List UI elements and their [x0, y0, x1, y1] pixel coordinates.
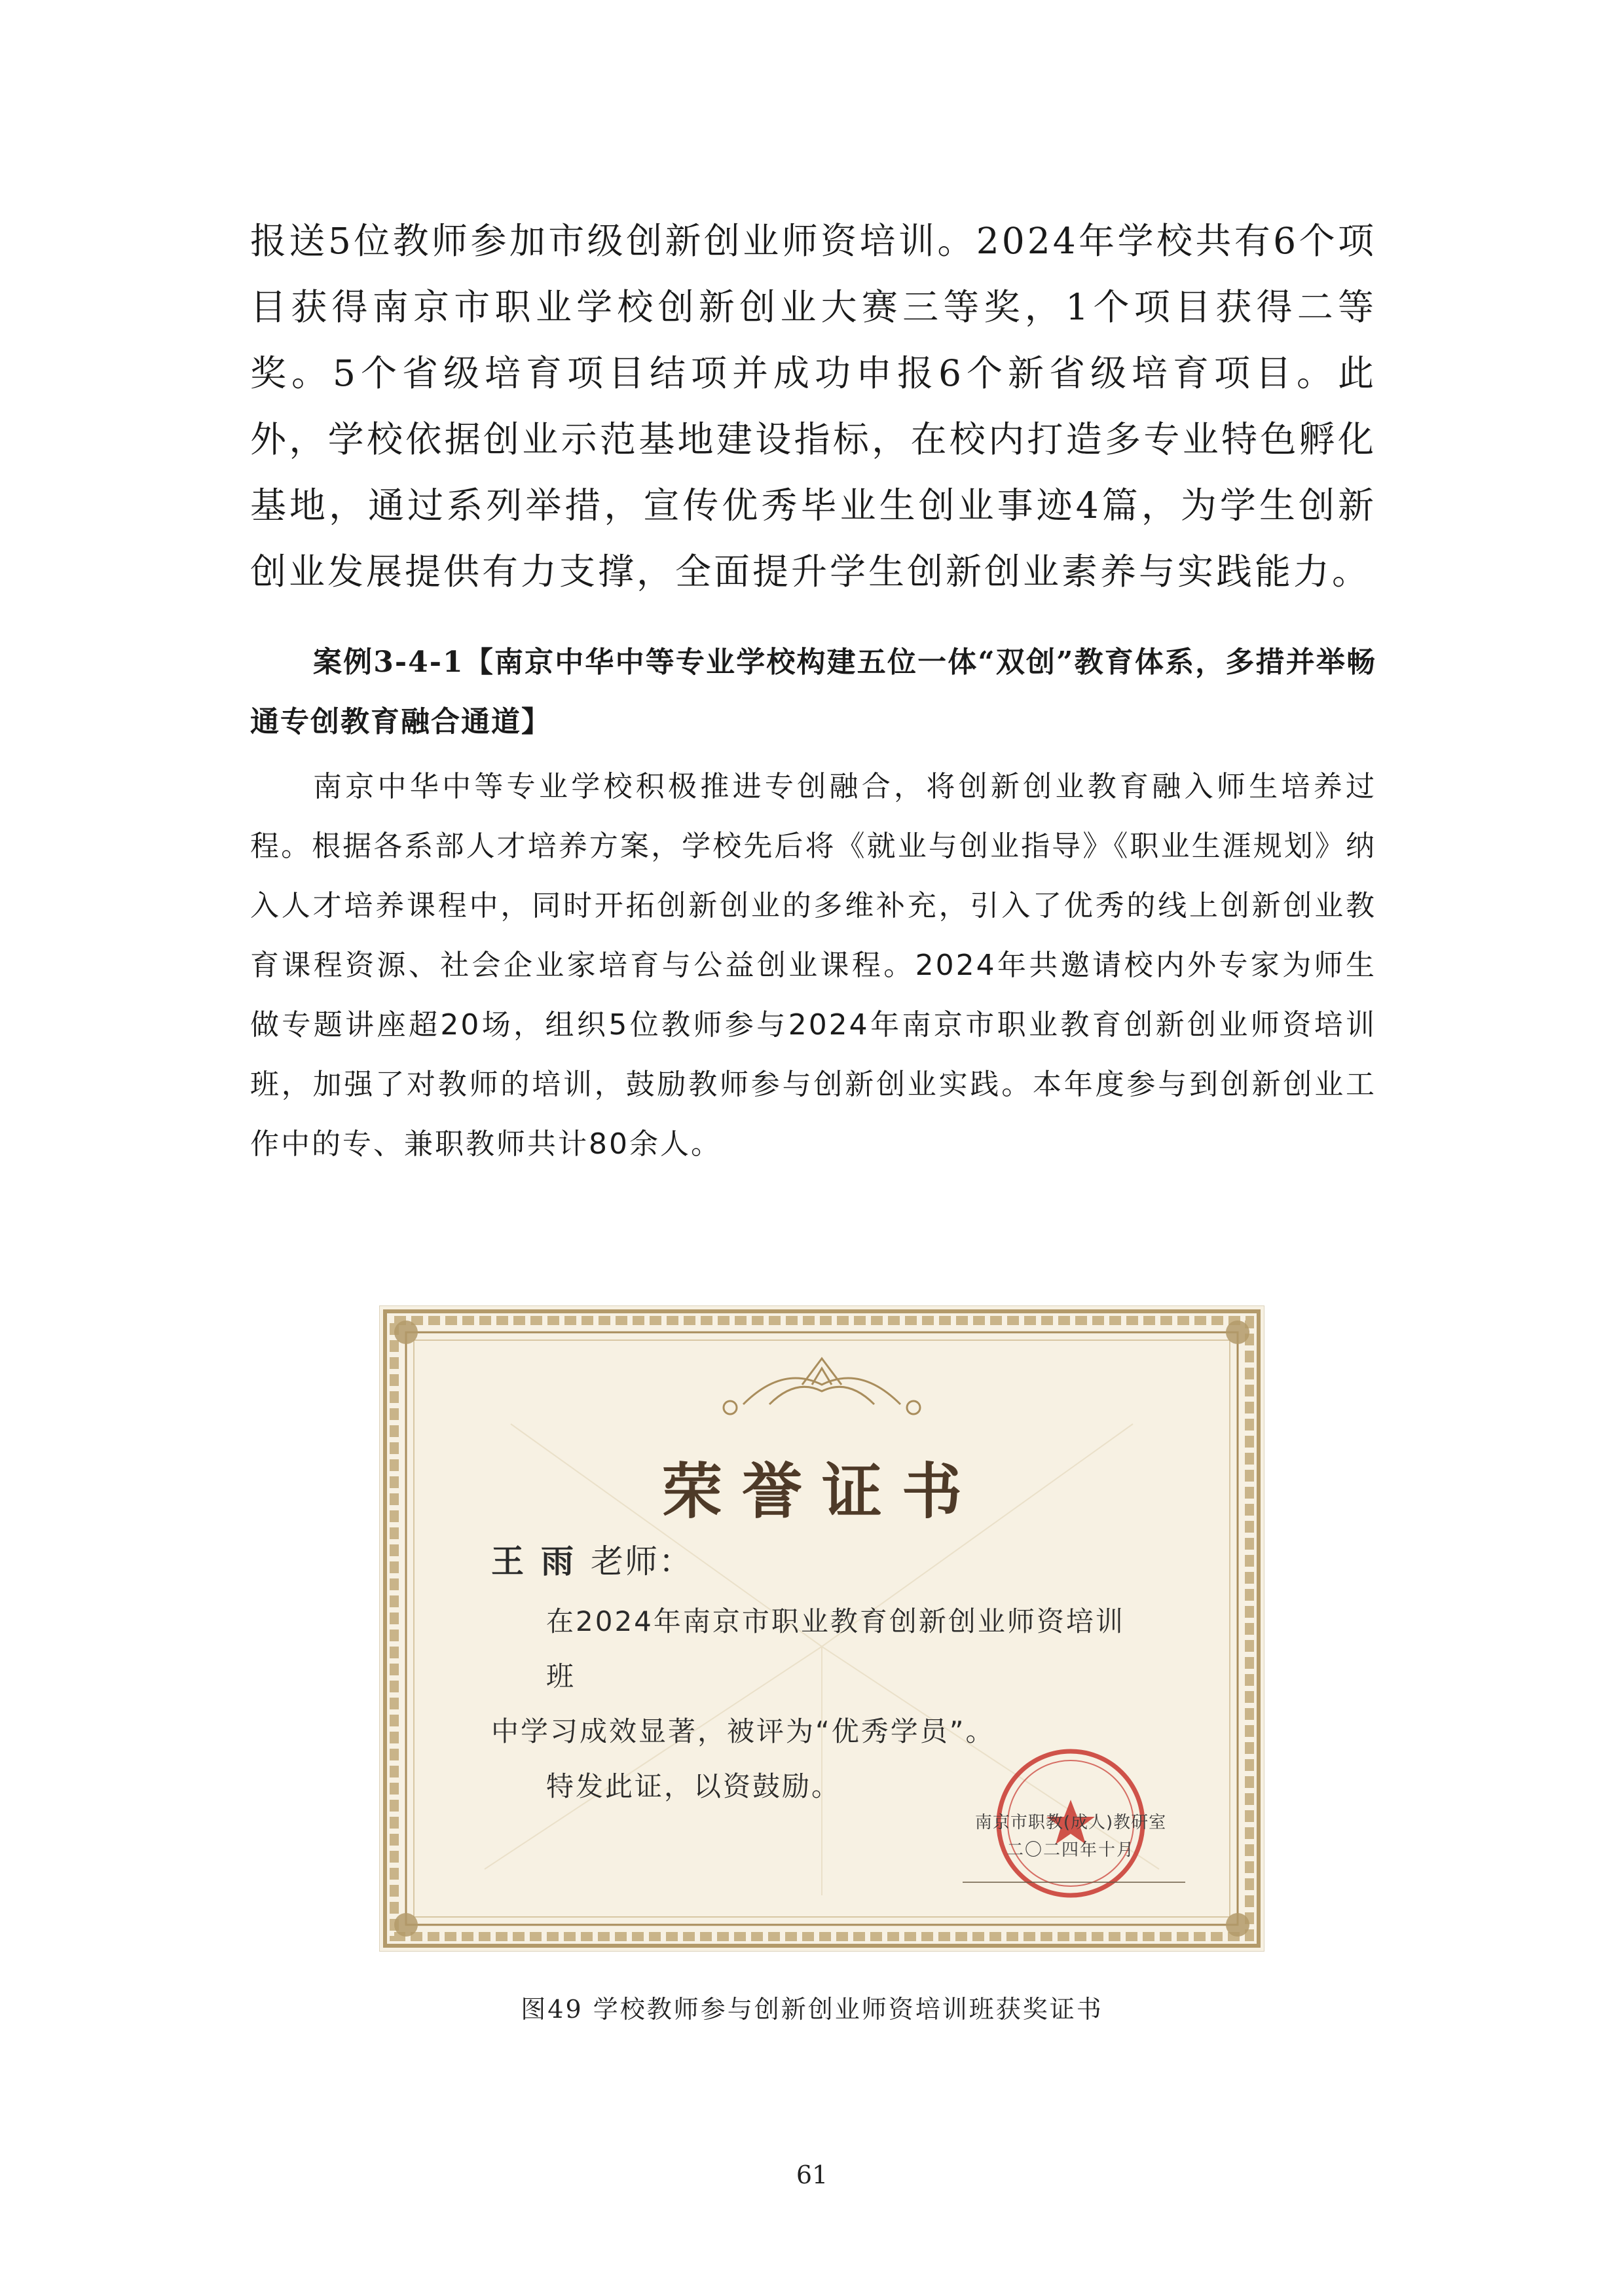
certificate-date: 二〇二四年十月	[1006, 1840, 1135, 1860]
page-number: 61	[796, 2160, 828, 2189]
certificate-title: 荣誉证书	[661, 1456, 982, 1527]
intro-paragraph: 报送5位教师参加市级创新创业师资培训。2024年学校共有6个项目获得南京市职业学校创新创业大赛三等奖，1个项目获得二等奖。5个省级培育项目结项并成功申报6个新省级培育项目。此外，学校依据创业示范基地建设指标，在校内打造多专业特色孵化基地，通过系列举措，宣传优秀毕业生创业事迹4篇，为学生创新创业发展提供有力支撑，全面提升学生创新创业素养与实践能力。	[250, 220, 1376, 592]
figure-caption: 图49 学校教师参与创新创业师资培训班获奖证书	[521, 1995, 1103, 2024]
recipient-suffix: 老师：	[591, 1542, 693, 1580]
recipient-name: 王雨	[491, 1542, 591, 1580]
case-heading: 案例3-4-1【南京中华中等专业学校构建五位一体“双创”教育体系，多措并举畅通专创教育融合通道】	[250, 646, 1376, 738]
certificate-recipient	[491, 1535, 693, 1582]
certificate-issuer: 南京市职教(成人)教研室	[974, 1813, 1167, 1832]
case-body-paragraph: 南京中华中等专业学校积极推进专创融合，将创新创业教育融入师生培养过程。根据各系部人才培养方案，学校先后将《就业与创业指导》《职业生涯规划》纳入人才培养课程中，同时开拓创新创业的多维补充，引入了优秀的线上创新创业教育课程资源、社会企业家培育与公益创业课程。2024年共邀请校内外专家为师生做专题讲座超20场，组织5位教师参与2024年南京市职业教育创新创业师资培训班，加强了对教师的培训，鼓励教师参与创新创业实践。本年度参与到创新创业工作中的专、兼职教师共计80余人。	[250, 770, 1376, 1161]
certificate-body	[491, 1594, 1146, 1814]
honor-certificate-image	[380, 1306, 1264, 1951]
certificate-line: 中学习成效显著，被评为“优秀学员”。	[491, 1715, 995, 1747]
certificate-line: 在2024年南京市职业教育创新创业师资培训班	[546, 1605, 1125, 1692]
certificate-line: 特发此证，以资鼓励。	[546, 1770, 841, 1802]
